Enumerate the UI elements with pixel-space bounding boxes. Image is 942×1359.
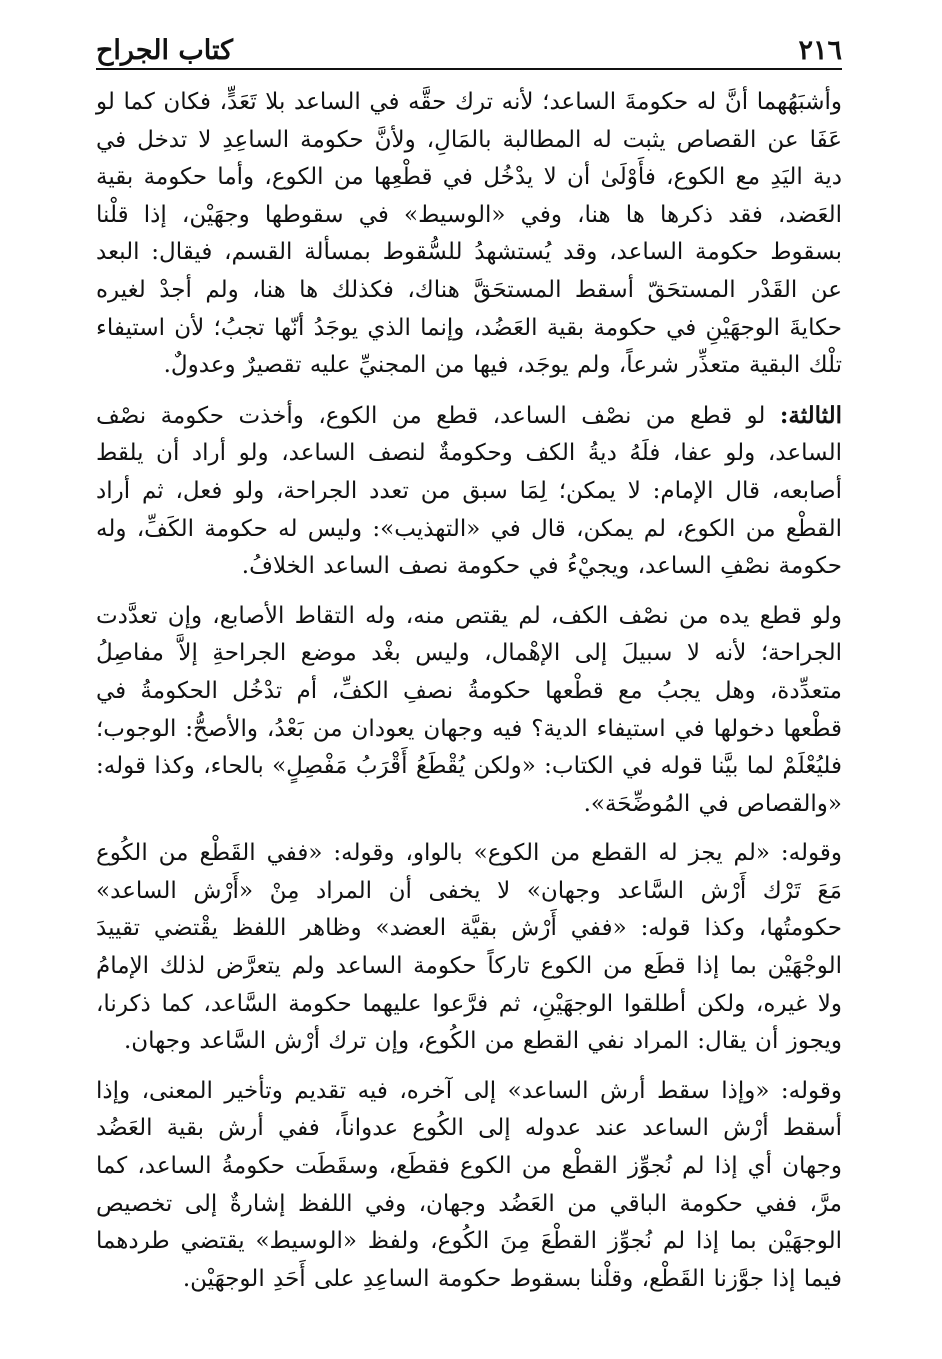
paragraph xyxy=(96,1073,842,1299)
book-page xyxy=(96,30,842,1330)
page-header xyxy=(96,30,842,70)
paragraph xyxy=(96,835,842,1061)
paragraph-text: وأشبَهُهما أنَّ له حكومةَ الساعد؛ لأنه ترك حقَّه في الساعد بلا تَعَدٍّ، فكان كما لو عَفَا عن القصاص يثبت له المطالبة بالمَالِ، ولأنَّ حكومة الساعِدِ لا تدخل في دية اليَدِ مع الكوع، فأَوْلَىٰ أن لا يدْخُل في قطْعِها من الكوع، وأما حكومة بقية العَضد، فقد ذكرها ها هنا، وفي «الوسيط» في سقوطها وجهَيْن، إذا قلْنا بسقوط حكومة الساعد، وقد يُستشهدُ للسُّقوط بمسألة القسم، فيقال: البعد عن القَدْر المستحَقّ أسقط المستحَقَّ هناك، فكذلك ها هنا، ولم أجدْ لغيره حكايةَ الوجهَيْنِ في حكومة بقية العَضُد، وإنما الذي يوجَدُ أنّها تجبُ؛ لأن استيفاء تلْك البقية متعذِّر شرعاً، ولم يوجَد، فيها من المجنيِّ عليه تقصيرٌ وعدولٌ. xyxy=(96,89,842,379)
paragraph-text: ولو قطع يده من نصْف الكف، لم يقتص منه، وله التقاط الأصابع، وإن تعدَّدت الجراحة؛ لأنه لا سبيلَ إلى الإهْمال، وليس بغْد موضع الجراحةِ إلاَّ مفاصِلُ متعدِّدة، وهل يجبُ مع قطْعها حكومةُ نصفِ الكفِّ، أم تدْخُل الحكومةُ في قطْعها دخولها في استيفاء الدية؟ فيه وجهان يعودان من بَعْدُ، والأصحُّ: الوجوب؛ فليُعْلَمْ لما بيَّنا قوله في الكتاب: «ولكن يُقْطَعُ أَقْرَبُ مَفْصِلٍ» بالحاء، وكذا قوله: «والقصاص في المُوضِّحَة». xyxy=(96,602,843,817)
paragraph xyxy=(96,84,842,385)
paragraph xyxy=(96,397,842,586)
paragraph-text: وقوله: «وإذا سقط أرش الساعد» إلى آخره، فيه تقديم وتأخير المعنى، وإذا أسقط أرْش الساعد عند عدوله إلى الكُوع عدواناً، ففي أرش بقية العَضُد وجهان أي إذا لم نُجوِّز القطْع من الكوع فقطَع، وسقَطَت حكومةُ الساعد، كما مرَّ، ففي حكومة الباقي من العَضُد وجهان، وفي اللفظ إشارةٌ إلى تخصيص الوجهَيْن بما إذا لم نُجوِّز القطْعَ مِنَ الكُوع، ولفظ «الوسيط» يقتضي طردهما فيما إذا جوَّزنا القَطْع، وقلْنا بسقوط حكومة الساعِدِ على أَحَدِ الوجهَيْن. xyxy=(96,1077,842,1292)
paragraph xyxy=(96,598,842,824)
paragraph-text: وقوله: «لم يجز له القطع من الكوع» بالواو، وقوله: «ففي القَطْع من الكُوع مَعَ تَرْك أَرْش السَّاعد وجهان» لا يخفى أن المراد مِنْ «أَرْش الساعد» حكومتُها، وكذا قوله: «ففي أَرْش بقيَّة العضد» وظاهر اللفظ يقْتضي تقييدَ الوجْهَيْن بما إذا قطَع من الكوع تاركاً حكومة الساعد ولم يتعرَّض لذلك الإمامُ ولا غيره، ولكن أطلقوا الوجهَيْنِ، ثم فرَّعوا عليهما حكومة السَّاعد، كما ذكرنا، ويجوز أن يقال: المراد نفي القطع من الكُوع، وإن ترك أرْش السَّاعد وجهان. xyxy=(96,840,842,1055)
page-body xyxy=(96,84,842,1298)
paragraph-heading: الثالثة: xyxy=(779,401,842,429)
paragraph-text: لو قطع من نصْف الساعد، قطع من الكوع، وأخذت حكومة نصْف الساعد، ولو عفا، فلَهُ ديةُ الكف وحكومةٌ لنصف الساعد، ولو أراد أن يلقط أصابعه، قال الإمام: لا يمكن؛ لِمَا سبق من تعدد الجراحة، ولو فعل، ثم أراد القطْع من الكوع، لم يمكن، قال في «التهذيب»: وليس له حكومة الكَفِّ، وله حكومة نصْفِ الساعد، ويجيْءُ في حكومة نصف الساعد الخلافُ. xyxy=(96,402,842,580)
page-number: ٢١٦ xyxy=(798,35,842,66)
book-title: كتاب الجراح xyxy=(96,35,234,66)
